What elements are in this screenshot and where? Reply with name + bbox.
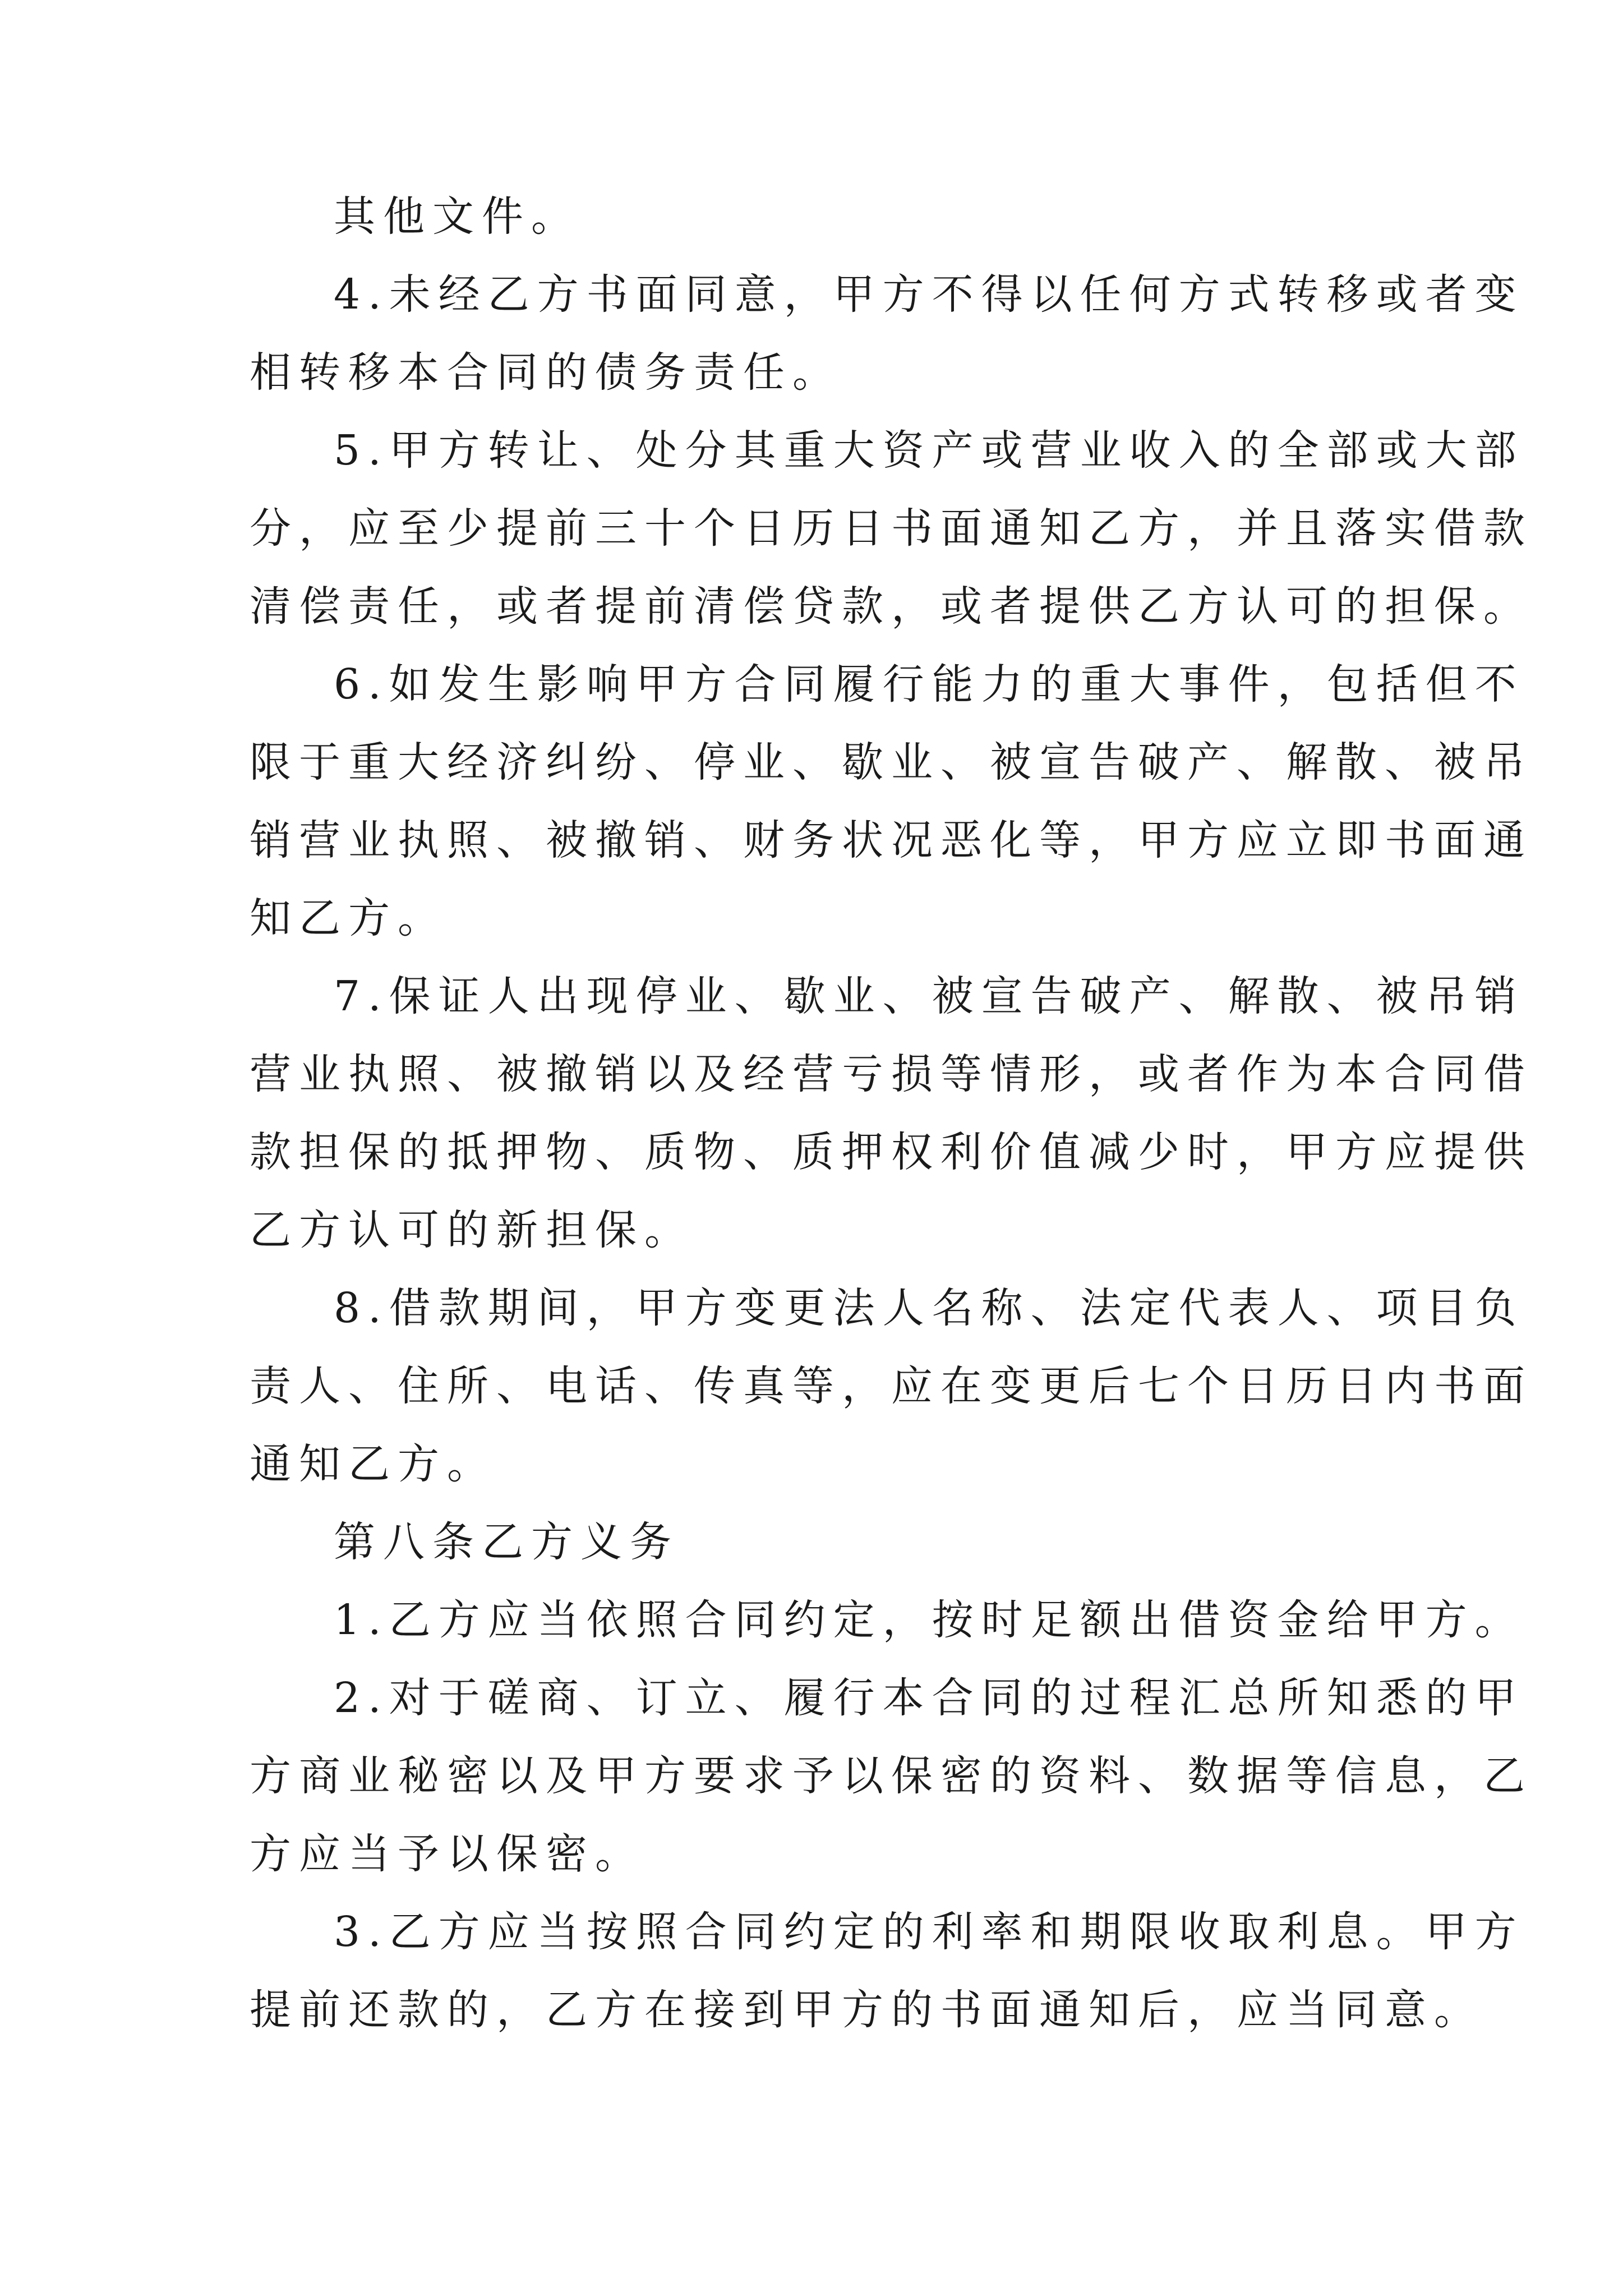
text-line: 相转移本合同的债务责任。	[250, 348, 842, 397]
obligation-item-2: 2.对于磋商、订立、履行本合同的过程汇总所知悉的甲	[334, 1674, 1524, 1722]
text-line: 款担保的抵押物、质物、质押权利价值减少时，甲方应提供	[250, 1128, 1533, 1176]
text-line: 方商业秘密以及甲方要求予以保密的资料、数据等信息，乙	[250, 1752, 1533, 1800]
obligation-item-3: 3.乙方应当按照合同约定的利率和期限收取利息。甲方	[334, 1908, 1524, 1956]
text-line: 营业执照、被撤销以及经营亏损等情形，或者作为本合同借	[250, 1050, 1533, 1098]
section-heading: 第八条乙方义务	[334, 1518, 679, 1566]
document-body	[250, 191, 1533, 2062]
text-line: 提前还款的，乙方在接到甲方的书面通知后，应当同意。	[250, 1986, 1483, 2034]
text-line: 清偿责任，或者提前清偿贷款，或者提供乙方认可的担保。	[250, 582, 1533, 631]
obligation-item-1: 1.乙方应当依照合同约定，按时足额出借资金给甲方。	[334, 1596, 1524, 1644]
clause-item-6: 6.如发生影响甲方合同履行能力的重大事件，包括但不	[334, 660, 1524, 708]
text-line: 通知乙方。	[250, 1440, 496, 1488]
text-line: 知乙方。	[250, 894, 447, 942]
text-line: 限于重大经济纠纷、停业、歇业、被宣告破产、解散、被吊	[250, 738, 1533, 786]
text-line: 方应当予以保密。	[250, 1830, 644, 1878]
text-line: 分，应至少提前三十个日历日书面通知乙方，并且落实借款	[250, 504, 1533, 553]
text-line: 销营业执照、被撤销、财务状况恶化等，甲方应立即书面通	[250, 816, 1533, 864]
clause-item-4: 4.未经乙方书面同意，甲方不得以任何方式转移或者变	[334, 270, 1524, 319]
text-line: 其他文件。	[334, 192, 580, 241]
clause-item-5: 5.甲方转让、处分其重大资产或营业收入的全部或大部	[334, 426, 1524, 475]
clause-item-7: 7.保证人出现停业、歇业、被宣告破产、解散、被吊销	[334, 972, 1524, 1020]
text-line: 责人、住所、电话、传真等，应在变更后七个日历日内书面	[250, 1362, 1533, 1410]
text-line: 乙方认可的新担保。	[250, 1206, 694, 1254]
clause-item-8: 8.借款期间，甲方变更法人名称、法定代表人、项目负	[334, 1284, 1524, 1332]
